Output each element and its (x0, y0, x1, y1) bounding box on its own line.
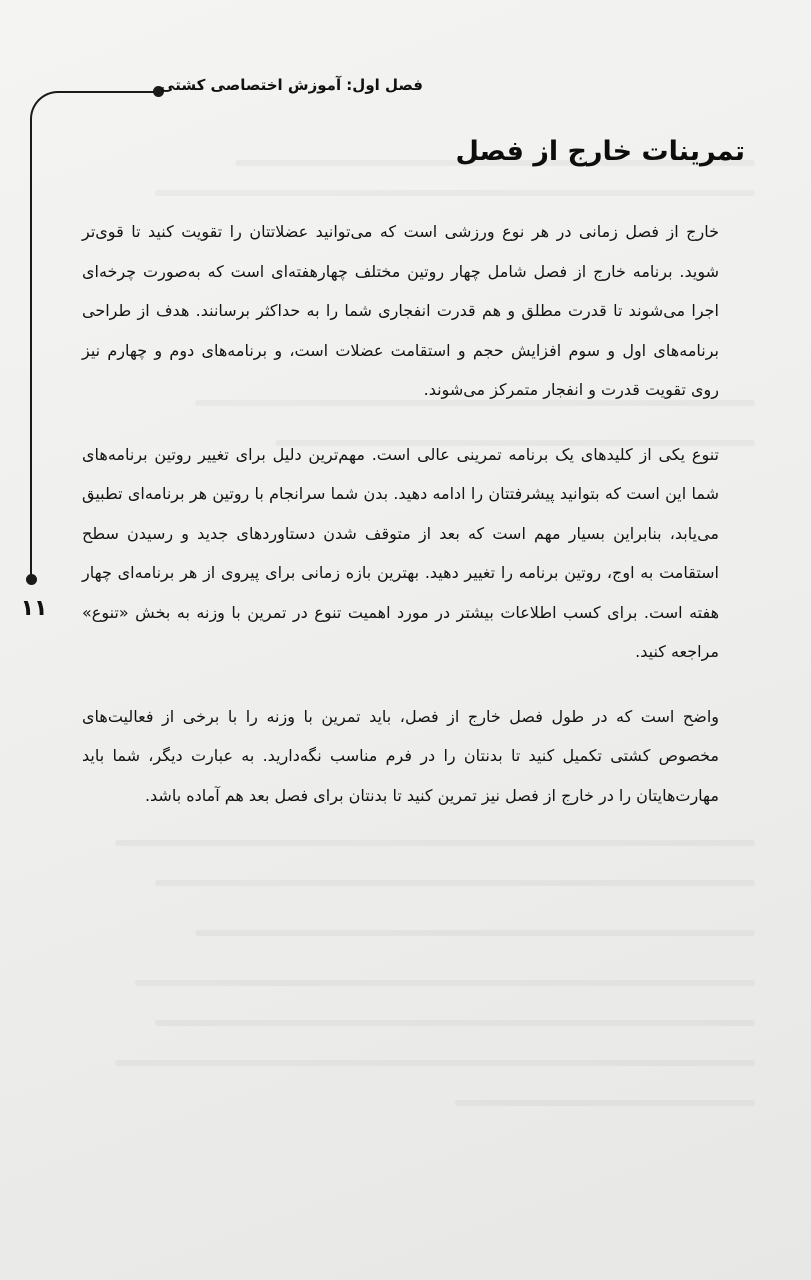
paragraph-1: خارج از فصل زمانی در هر نوع ورزشی است که می‌توانید عضلاتتان را تقویت کنید تا قوی‌تر شوید. برنامه خارج از فصل شامل چهار روتین مختلف چهارهفته‌ای است که به‌صورت چرخه‌ای اجرا می‌شوند تا قدرت مطلق و هم قدرت انفجاری شما را به حداکثر برسانند. هدف از طراحی برنامه‌های اول و سوم افزایش حجم و استقامت عضلات است، و برنامه‌های دوم و چهارم نیز روی تقویت قدرت و انفجار متمرکز می‌شوند. (82, 222, 719, 399)
paragraph-2: تنوع یکی از کلیدهای یک برنامه تمرینی عالی است. مهم‌ترین دلیل برای تغییر روتین برنامه‌های شما این است که بتوانید پیشرفتتان را ادامه دهید. بدن شما سرانجام با روتین هر برنامه‌ای تطبیق می‌یابد، بنابراین بسیار مهم است که بعد از متوقف شدن دستاوردهای جدید و رسیدن سطح استقامت به اوج، روتین برنامه را تغییر دهید. بهترین بازه زمانی برای پیروی از هر برنامه‌ای چهار هفته است. برای کسب اطلاعات بیشتر در مورد اهمیت تنوع در تمرین با وزنه به بخش «تنوع» مراجعه کنید. (82, 444, 719, 661)
chapter-title: فصل اول: آموزش اختصاصی کشتی (160, 76, 423, 94)
body-text (82, 212, 719, 840)
paragraph-3: واضح است که در طول فصل خارج از فصل، باید تمرین با وزنه را با برخی از فعالیت‌های مخصوص کشتی تکمیل کنید تا بدنتان را در فرم مناسب نگه‌دارید. به عبارت دیگر، شما باید مهارت‌هایتان را در خارج از فصل نیز تمرین کنید تا بدنتان برای فصل بعد هم آماده باشد. (82, 706, 719, 805)
section-title: تمرینات خارج از فصل (455, 136, 745, 167)
chapter-marker-dot-bottom (26, 574, 37, 585)
page-number: ۱۱ (20, 596, 48, 621)
